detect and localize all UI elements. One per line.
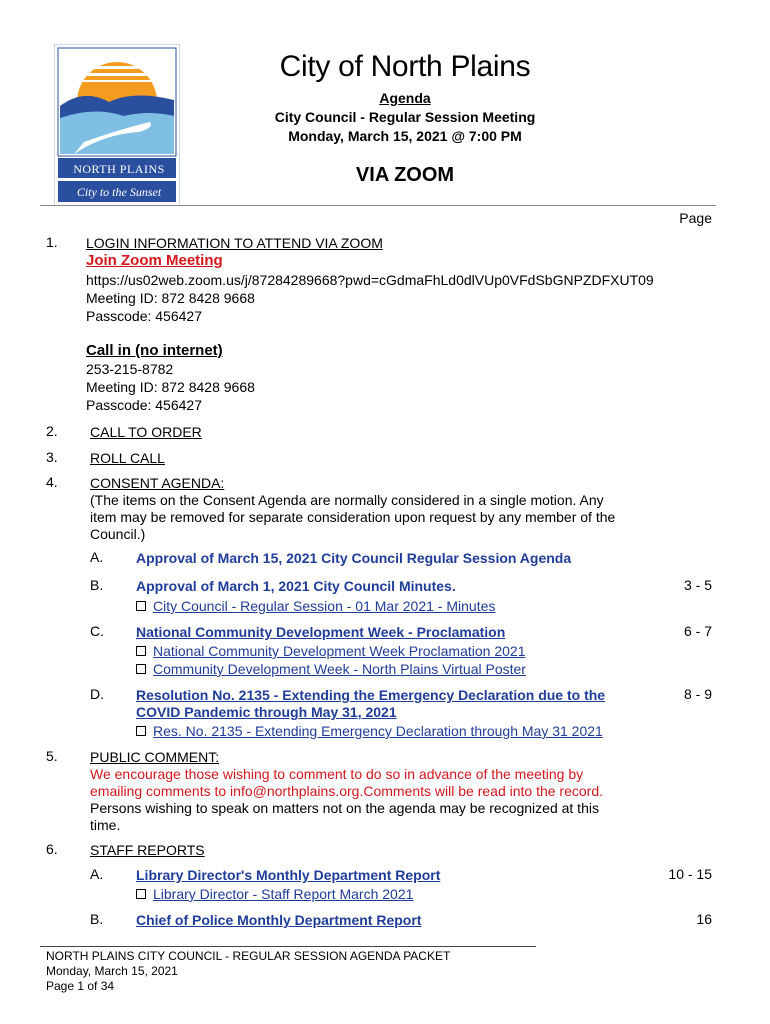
via-zoom-heading: VIA ZOOM bbox=[355, 164, 455, 186]
consent-item-proclamation[interactable]: National Community Development Week - Proclamation bbox=[136, 624, 506, 640]
item-title-public-comment: PUBLIC COMMENT: bbox=[90, 749, 220, 765]
footer-date: Monday, March 15, 2021 bbox=[46, 964, 178, 978]
page-range: 16 bbox=[696, 911, 712, 927]
consent-description: (The items on the Consent Agenda are normally considered in a single motion. Any bbox=[90, 492, 604, 508]
page-range: 10 - 15 bbox=[668, 866, 712, 882]
item-title-staff-reports: STAFF REPORTS bbox=[90, 842, 205, 858]
checkbox-icon bbox=[136, 664, 146, 674]
sub-item-letter: A. bbox=[90, 549, 104, 565]
staff-report-library[interactable]: Library Director's Monthly Department Report bbox=[136, 867, 441, 883]
attachment-link-text[interactable]: National Community Development Week Proclamation 2021 bbox=[153, 643, 526, 659]
staff-report-police[interactable]: Chief of Police Monthly Department Report bbox=[136, 912, 422, 928]
agenda-heading: Agenda bbox=[379, 90, 431, 106]
zoom-url[interactable]: https://us02web.zoom.us/j/87284289668?pwd=cGdmaFhLd0dlVUp0VFdSbGNPZDFXUT09 bbox=[86, 272, 654, 288]
page-range: 6 - 7 bbox=[683, 623, 712, 639]
meeting-id-phone: Meeting ID: 872 8428 9668 bbox=[86, 379, 255, 395]
page-range: 8 - 9 bbox=[683, 686, 712, 702]
attachment-link[interactable] bbox=[136, 661, 526, 677]
public-comment-note: emailing comments to info@northplains.org.Comments will be read into the record. bbox=[90, 783, 604, 799]
attachment-link[interactable] bbox=[136, 886, 413, 902]
footer-page-number: Page 1 of 34 bbox=[46, 979, 115, 993]
passcode-phone: Passcode: 456427 bbox=[86, 397, 202, 413]
attachment-link[interactable] bbox=[136, 598, 495, 614]
page-column-header: Page bbox=[679, 210, 712, 226]
sub-item-letter: D. bbox=[90, 686, 104, 702]
checkbox-icon bbox=[136, 601, 146, 611]
footer-packet-title: NORTH PLAINS CITY COUNCIL - REGULAR SESSION AGENDA PACKET bbox=[46, 949, 451, 963]
meeting-id: Meeting ID: 872 8428 9668 bbox=[86, 290, 255, 306]
item-title-login: LOGIN INFORMATION TO ATTEND VIA ZOOM bbox=[86, 235, 383, 251]
sub-item-letter: A. bbox=[90, 866, 104, 882]
consent-item-resolution[interactable]: Resolution No. 2135 - Extending the Emergency Declaration due to the bbox=[136, 687, 606, 703]
consent-item-agenda-approval: Approval of March 15, 2021 City Council Regular Session Agenda bbox=[136, 550, 572, 566]
north-plains-sunset-logo-icon bbox=[54, 44, 180, 206]
consent-item-minutes: Approval of March 1, 2021 City Council Minutes. bbox=[136, 578, 456, 594]
consent-description: item may be removed for separate consideration upon request by any member of the bbox=[90, 509, 616, 525]
passcode: Passcode: 456427 bbox=[86, 308, 202, 324]
checkbox-icon bbox=[136, 646, 146, 656]
header-divider bbox=[40, 205, 716, 206]
item-number: 5. bbox=[46, 748, 58, 764]
item-number: 4. bbox=[46, 474, 58, 490]
checkbox-icon bbox=[136, 726, 146, 736]
page-title: City of North Plains bbox=[279, 50, 531, 83]
phone-number: 253-215-8782 bbox=[86, 361, 174, 377]
page-range: 3 - 5 bbox=[683, 577, 712, 593]
public-comment-text: time. bbox=[90, 817, 121, 833]
join-zoom-link[interactable]: Join Zoom Meeting bbox=[86, 252, 223, 269]
item-number: 6. bbox=[46, 841, 58, 857]
item-number: 2. bbox=[46, 423, 58, 439]
consent-description: Council.) bbox=[90, 526, 146, 542]
logo-name: NORTH PLAINS bbox=[73, 162, 165, 176]
item-title-consent-agenda: CONSENT AGENDA: bbox=[90, 475, 225, 491]
meeting-type: City Council - Regular Session Meeting bbox=[274, 109, 536, 125]
item-title-roll-call: ROLL CALL bbox=[90, 450, 165, 466]
attachment-link-text[interactable]: City Council - Regular Session - 01 Mar 2021 - Minutes bbox=[153, 598, 496, 614]
footer-divider bbox=[40, 946, 536, 947]
sub-item-letter: B. bbox=[90, 911, 104, 927]
checkbox-icon bbox=[136, 889, 146, 899]
sub-item-letter: B. bbox=[90, 577, 104, 593]
item-number: 1. bbox=[46, 234, 58, 250]
item-number: 3. bbox=[46, 449, 58, 465]
meeting-date: Monday, March 15, 2021 @ 7:00 PM bbox=[288, 128, 522, 144]
city-logo bbox=[54, 44, 180, 206]
consent-item-resolution-cont[interactable]: COVID Pandemic through May 31, 2021 bbox=[136, 704, 397, 720]
logo-tagline: City to the Sunset bbox=[76, 185, 162, 199]
sub-item-letter: C. bbox=[90, 623, 104, 639]
attachment-link-text[interactable]: Res. No. 2135 - Extending Emergency Declaration through May 31 2021 bbox=[153, 723, 603, 739]
attachment-link-text[interactable]: Library Director - Staff Report March 2021 bbox=[153, 886, 414, 902]
call-in-heading: Call in (no internet) bbox=[86, 342, 223, 359]
item-title-call-to-order: CALL TO ORDER bbox=[90, 424, 202, 440]
attachment-link-text[interactable]: Community Development Week - North Plains Virtual Poster bbox=[153, 661, 526, 677]
attachment-link[interactable] bbox=[136, 643, 525, 659]
public-comment-note: We encourage those wishing to comment to do so in advance of the meeting by bbox=[90, 766, 584, 782]
attachment-link[interactable] bbox=[136, 723, 603, 739]
public-comment-text: Persons wishing to speak on matters not on the agenda may be recognized at this bbox=[90, 800, 599, 816]
